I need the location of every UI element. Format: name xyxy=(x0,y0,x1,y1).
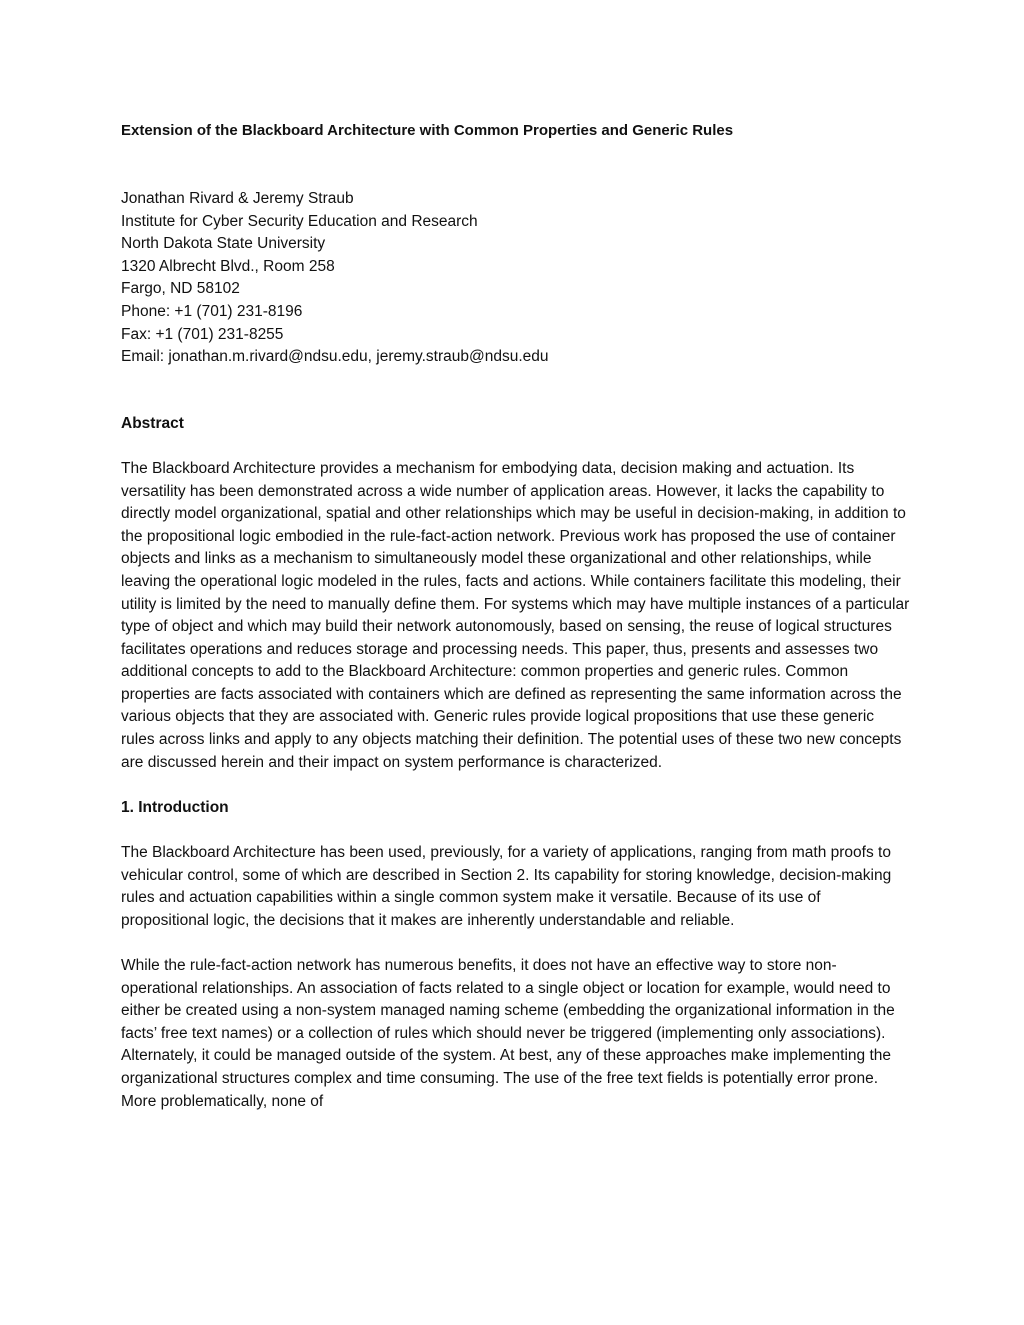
affiliation-email: Email: jonathan.m.rivard@ndsu.edu, jeremy.straub@ndsu.edu xyxy=(121,348,549,366)
affiliation-institute: Institute for Cyber Security Education and Research xyxy=(121,212,478,230)
abstract-heading: Abstract xyxy=(121,414,184,432)
spacer xyxy=(121,819,911,842)
affiliation-street: 1320 Albrecht Blvd., Room 258 xyxy=(121,257,335,275)
abstract-text: The Blackboard Architecture provides a mechanism for embodying data, decision making and actuation. Its versatility has been demonstrated across a wide number of application areas. However, it lacks the capability to directly model organizational, spatial and other relationships which may be useful in decision-making, in addition to the propositional logic embodied in the rule-fact-action network. Previous work has proposed the use of container objects and links as a mechanism to simultaneously model these organizational and other relationships, while leaving the operational logic modeled in the rules, facts and actions. While containers facilitate this modeling, their utility is limited by the need to manually define them. For systems which may have multiple instances of a particular type of object and which may build their network autonomously, based on sensing, the reuse of logical structures facilitates operations and reduces storage and processing needs. This paper, thus, presents and assesses two additional concepts to add to the Blackboard Architecture: common properties and generic rules. Common properties are facts associated with containers which are defined as representing the same information across the various objects that they are associated with. Generic rules provide logical propositions that use these generic rules across links and apply to any objects matching their definition. The potential uses of these two new concepts are discussed herein and their impact on system performance is characterized. xyxy=(121,459,910,771)
spacer xyxy=(121,932,911,955)
affiliation-university: North Dakota State University xyxy=(121,235,326,253)
paper-title: Extension of the Blackboard Architecture with Common Properties and Generic Rules xyxy=(121,122,734,139)
author-names: Jonathan Rivard & Jeremy Straub xyxy=(121,190,354,207)
introduction-paragraph-2: While the rule-fact-action network has numerous benefits, it does not have an effective way to store non-operational relationships. An association of facts related to a single object or location for example, would need to either be created using a non-system managed naming scheme (embedding the organizational information in the facts’ free text names) or a collection of rules which should never be triggered (implementing only associations). Alternately, it could be managed outside of the system. At best, any of these approaches make implementing the organizational structures complex and time consuming. The use of the free text fields is potentially error prone. More problematically, none of xyxy=(121,957,895,1110)
introduction-paragraph-1: The Blackboard Architecture has been used, previously, for a variety of applications, ranging from math proofs to vehicular control, some of which are described in Section 2. Its capability for storing knowledge, decision-making rules and actuation capabilities within a single common system make it versatile. Because of its use of propositional logic, the decisions that it makes are inherently understandable and reliable. xyxy=(121,844,892,929)
spacer xyxy=(121,435,911,458)
author-block xyxy=(121,188,911,369)
paper-page xyxy=(121,120,911,1113)
affiliation-phone: Phone: +1 (701) 231-8196 xyxy=(121,302,303,320)
spacer xyxy=(121,774,911,797)
affiliation-city: Fargo, ND 58102 xyxy=(121,280,240,298)
affiliation-fax: Fax: +1 (701) 231-8255 xyxy=(121,325,284,343)
introduction-heading: 1. Introduction xyxy=(121,798,229,816)
